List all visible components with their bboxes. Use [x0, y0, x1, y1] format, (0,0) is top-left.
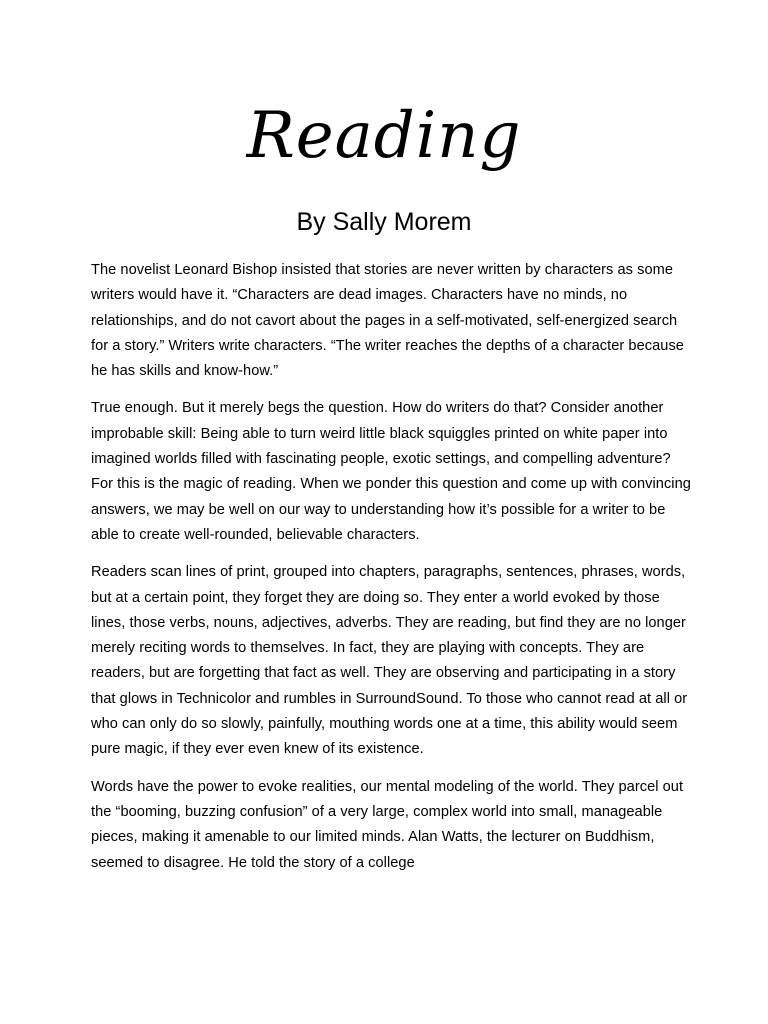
paragraph: The novelist Leonard Bishop insisted that stories are never written by characters as some writers would have it. “Characters are dead images. Characters have no minds, no relationships, and do not cavort about the pages in a self-motivated, self-energized search for a story.” Writers write characters. “The writer reaches the depths of a character because he has skills and know-how.”	[91, 262, 684, 380]
document-byline: By Sally Morem	[296, 208, 472, 236]
paragraph: Words have the power to evoke realities, our mental modeling of the world. They parcel out the “booming, buzzing confusion” of a very large, complex world into small, manageable pieces, making it amenable to our limited minds. Alan Watts, the lecturer on Buddhism, seemed to disagree. He told the story of a college	[91, 778, 684, 871]
document-title: Reading	[246, 99, 522, 173]
paragraph: Readers scan lines of print, grouped into chapters, paragraphs, sentences, phrases, words, but at a certain point, they forget they are doing so. They enter a world evoked by those lines, those verbs, nouns, adjectives, adverbs. They are reading, but find they are no longer merely reciting words to themselves. In fact, they are playing with concepts. They are readers, but are forgetting that fact as well. They are observing and participating in a story that glows in Technicolor and rumbles in SurroundSound. To those who cannot read at all or who can only do so slowly, painfully, mouthing words one at a time, this ability would seem pure magic, if they ever even knew of its existence.	[91, 564, 688, 758]
document-body	[91, 258, 691, 888]
paragraph: True enough. But it merely begs the question. How do writers do that? Consider another improbable skill: Being able to turn weird little black squiggles printed on white paper into imagined worlds filled with fascinating people, exotic settings, and compelling adventure? For this is the magic of reading. When we ponder this question and come up with convincing answers, we may be well on our way to understanding how it’s possible for a writer to be able to create well-rounded, believable characters.	[91, 400, 691, 543]
